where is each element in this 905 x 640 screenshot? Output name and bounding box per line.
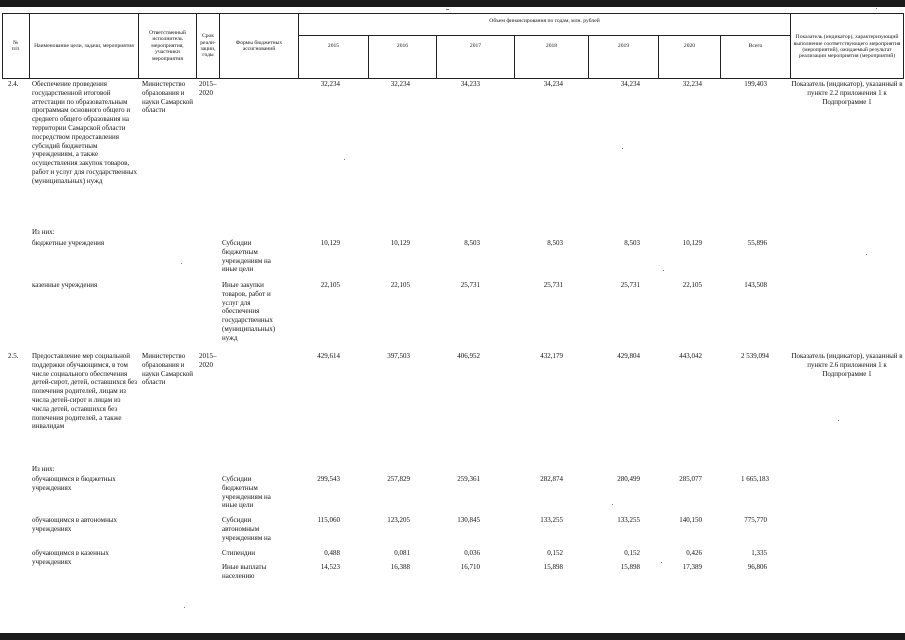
- row-executor: Министерство образования и науки Самарской области: [142, 352, 194, 387]
- header-year-2018: 2018: [545, 42, 558, 49]
- value-2017: 130,845: [457, 516, 480, 524]
- scan-speck: [344, 159, 345, 160]
- value-total: 1,335: [751, 549, 767, 557]
- scan-speck: [184, 607, 185, 608]
- value-total: 775,770: [744, 516, 767, 524]
- value-2019: 280,499: [617, 475, 640, 483]
- value-2019: 0,152: [624, 549, 640, 557]
- value-2019: 133,255: [617, 516, 640, 524]
- row-num: 2.5.: [8, 352, 19, 360]
- row-form: Иные выплаты населению: [222, 563, 267, 580]
- value-2020: 285,077: [679, 475, 702, 483]
- header-total: Всего: [748, 42, 763, 49]
- row-name: Предоставление мер социальной поддержки обучающимся, в том числе социального обеспечения детей-сирот, детей, оставшихся без попечения родителей, лицам из числа детей-сирот и лицам из числа детей, оставшихся без попечения родителей, а также инвалидам: [32, 352, 138, 431]
- value-2017: 0,036: [464, 549, 480, 557]
- value-2017: 8,503: [464, 239, 480, 247]
- value-2015: 10,129: [320, 239, 340, 247]
- value-2016: 16,388: [390, 563, 410, 571]
- row-name: обучающимся в бюджетных учреждениях: [32, 475, 116, 492]
- row-name: бюджетные учреждения: [32, 239, 105, 247]
- value-2017: 406,952: [457, 352, 480, 360]
- value-2015: 115,060: [317, 516, 340, 524]
- value-total: 199,403: [744, 80, 767, 88]
- value-2015: 32,234: [320, 80, 340, 88]
- subitems-label: Из них:: [32, 465, 55, 473]
- header-financing: Объем финансирования по годам, млн. рублей: [489, 18, 600, 24]
- value-2017: 34,233: [460, 80, 480, 88]
- value-2017: 259,361: [457, 475, 480, 483]
- value-total: 1 665,183: [741, 475, 769, 483]
- header-year-2020: 2020: [683, 42, 696, 49]
- header-year-2019: 2019: [617, 42, 630, 49]
- value-2019: 34,234: [620, 80, 640, 88]
- value-total: 96,806: [747, 563, 767, 571]
- header-forms: Формы бюджетных ассигнований: [235, 39, 283, 52]
- row-term: 2015–2020: [199, 352, 217, 369]
- value-2016: 123,205: [387, 516, 410, 524]
- header-num: № п/п: [11, 39, 20, 52]
- header-year-2017: 2017: [469, 42, 482, 49]
- value-2020: 0,426: [686, 549, 702, 557]
- scan-speck: [876, 8, 877, 9]
- value-2020: 10,129: [682, 239, 702, 247]
- value-2016: 397,503: [387, 352, 410, 360]
- scan-speck: [661, 562, 662, 563]
- row-form: Субсидии бюджетным учреждениям на иные цели: [222, 475, 271, 510]
- scan-speck: [181, 263, 182, 264]
- value-2017: 25,731: [460, 281, 480, 289]
- value-2018: 432,179: [540, 352, 563, 360]
- top-scan-border: [0, 0, 905, 7]
- header-executor: Ответственный исполнитель мероприятия, участники мероприятия: [149, 29, 186, 62]
- value-2020: 443,042: [679, 352, 702, 360]
- value-2018: 282,874: [540, 475, 563, 483]
- value-2020: 17,389: [682, 563, 702, 571]
- value-total: 2 539,094: [741, 352, 769, 360]
- value-2018: 8,503: [547, 239, 563, 247]
- row-form: Стипендии: [222, 549, 256, 557]
- value-2018: 25,731: [543, 281, 563, 289]
- header-name: Наименование цели, задачи, мероприятия: [34, 42, 134, 49]
- value-2020: 32,234: [682, 80, 702, 88]
- row-form: Иные закупки товаров, работ и услуг для обеспечения государственных (муниципальных) нужд: [222, 281, 276, 342]
- value-2018: 133,255: [540, 516, 563, 524]
- row-name: обучающимся в казенных учреждениях: [32, 549, 109, 566]
- header-year-2016: 2016: [396, 42, 409, 49]
- value-2020: 140,150: [679, 516, 702, 524]
- row-name: Обеспечение проведения государственной итоговой аттестации по образовательным программам основного общего и среднего общего образования на территории Самарской области посредством предоставления субсидий бюджетным учреждениям, а также осуществления закупок товаров, работ и услуг для государственных (муниципальных) нужд: [32, 80, 137, 185]
- row-form: Субсидии автономным учреждениям на: [222, 516, 271, 542]
- value-2016: 257,829: [387, 475, 410, 483]
- value-2015: 0,488: [324, 549, 340, 557]
- scan-speck: [446, 9, 449, 10]
- scan-speck: [612, 504, 613, 505]
- value-2016: 10,129: [390, 239, 410, 247]
- value-2015: 429,614: [317, 352, 340, 360]
- value-2019: 8,503: [624, 239, 640, 247]
- bottom-scan-border: [0, 633, 905, 640]
- scan-speck: [838, 420, 839, 421]
- scan-speck: [866, 254, 867, 255]
- value-2015: 14,523: [320, 563, 340, 571]
- value-2017: 16,710: [460, 563, 480, 571]
- scan-speck: [663, 270, 664, 271]
- header-indicator: Показатель (индикатор), характеризующий выполнение соответствующего мероприятия (мероприятий), ожидаемый результат реализации мероприятия (мероприятий): [793, 34, 901, 60]
- row-executor: Министерство образования и науки Самарской области: [142, 80, 194, 115]
- row-num: 2.4.: [8, 80, 19, 88]
- value-total: 143,508: [744, 281, 767, 289]
- row-form: Субсидии бюджетным учреждениям на иные цели: [222, 239, 271, 274]
- value-2020: 22,105: [682, 281, 702, 289]
- row-name: казенные учреждения: [32, 281, 98, 289]
- value-2015: 299,543: [317, 475, 340, 483]
- value-2016: 22,105: [390, 281, 410, 289]
- value-2015: 22,105: [320, 281, 340, 289]
- value-2019: 429,804: [617, 352, 640, 360]
- value-2018: 0,152: [547, 549, 563, 557]
- value-2019: 15,898: [620, 563, 640, 571]
- row-indicator: Показатель (индикатор), указанный в пункте 2.2 приложения 1 к Подпрограмме 1: [791, 80, 903, 106]
- value-2018: 15,898: [543, 563, 563, 571]
- value-total: 55,896: [747, 239, 767, 247]
- row-term: 2015–2020: [199, 80, 217, 97]
- value-2019: 25,731: [620, 281, 640, 289]
- row-indicator: Показатель (индикатор), указанный в пункте 2.6 приложения 1 к Подпрограмме 1: [791, 352, 903, 378]
- header-year-2015: 2015: [327, 42, 340, 49]
- subitems-label: Из них:: [32, 228, 55, 236]
- value-2016: 0,081: [394, 549, 410, 557]
- scan-speck: [622, 148, 623, 149]
- row-name: обучающимся в автономных учреждениях: [32, 516, 118, 533]
- value-2018: 34,234: [543, 80, 563, 88]
- header-term: Срок реали-зации, годы: [200, 33, 216, 59]
- value-2016: 32,234: [390, 80, 410, 88]
